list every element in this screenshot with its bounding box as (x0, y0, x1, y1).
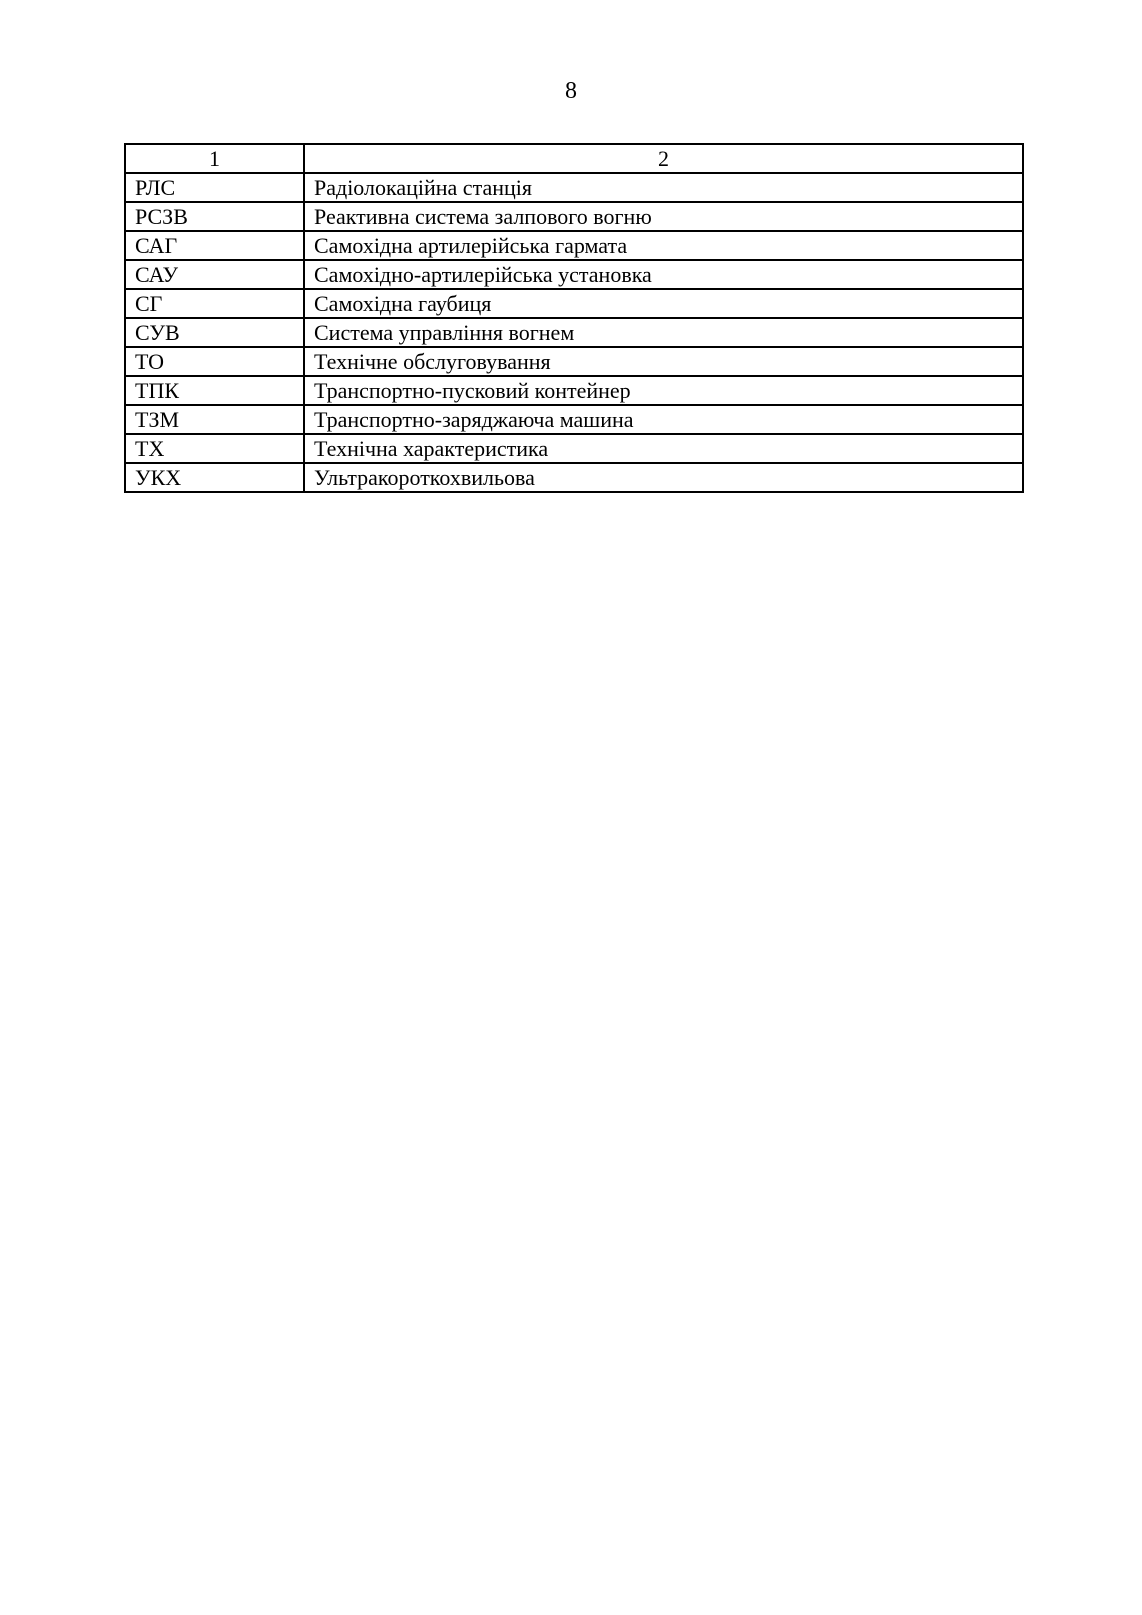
definition-cell: Самохідна артилерійська гармата (304, 231, 1023, 260)
abbreviation-cell: РСЗВ (125, 202, 304, 231)
table-row (125, 289, 1023, 318)
definition-cell: Транспортно-заряджаюча машина (304, 405, 1023, 434)
column-header-2: 2 (304, 144, 1023, 173)
table-row (125, 376, 1023, 405)
table-row (125, 347, 1023, 376)
definition-cell: Технічне обслуговування (304, 347, 1023, 376)
abbreviation-cell: УКХ (125, 463, 304, 492)
column-header-1: 1 (125, 144, 304, 173)
abbreviation-cell: САГ (125, 231, 304, 260)
definition-cell: Самохідно-артилерійська установка (304, 260, 1023, 289)
table-row (125, 463, 1023, 492)
abbreviation-cell: РЛС (125, 173, 304, 202)
abbreviation-cell: ТЗМ (125, 405, 304, 434)
table-row (125, 405, 1023, 434)
definition-cell: Ультракороткохвильова (304, 463, 1023, 492)
abbreviation-cell: ТО (125, 347, 304, 376)
abbreviation-cell: ТПК (125, 376, 304, 405)
table-row (125, 231, 1023, 260)
definition-cell: Реактивна система залпового вогню (304, 202, 1023, 231)
table-row (125, 260, 1023, 289)
page-number: 8 (565, 78, 577, 104)
definition-cell: Транспортно-пусковий контейнер (304, 376, 1023, 405)
definition-cell: Самохідна гаубиця (304, 289, 1023, 318)
table-row (125, 173, 1023, 202)
abbreviation-cell: САУ (125, 260, 304, 289)
table-header-row (125, 144, 1023, 173)
abbreviation-cell: СУВ (125, 318, 304, 347)
definition-cell: Технічна характеристика (304, 434, 1023, 463)
table-row (125, 318, 1023, 347)
table-row (125, 202, 1023, 231)
abbreviation-cell: ТХ (125, 434, 304, 463)
abbreviation-cell: СГ (125, 289, 304, 318)
abbreviations-table (124, 143, 1024, 493)
definition-cell: Система управління вогнем (304, 318, 1023, 347)
table-row (125, 434, 1023, 463)
definition-cell: Радіолокаційна станція (304, 173, 1023, 202)
